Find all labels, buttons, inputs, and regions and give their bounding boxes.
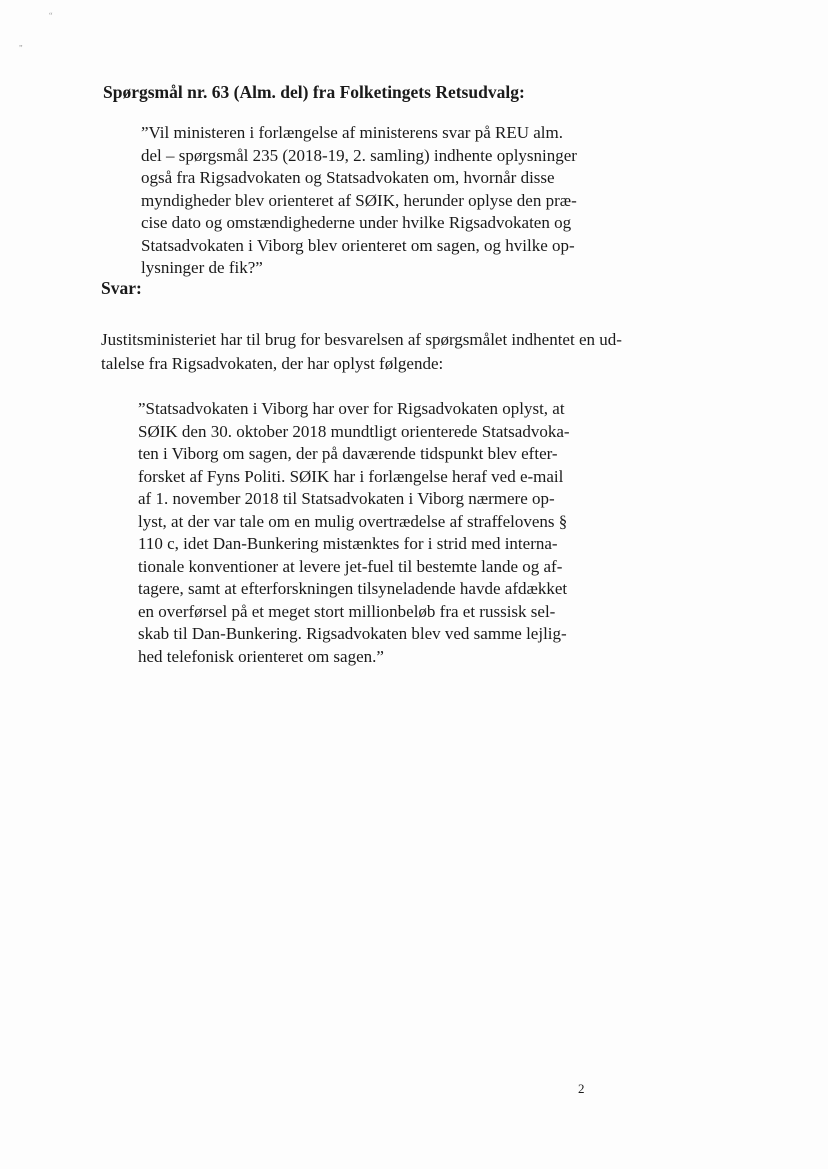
page-number: 2 [578, 1081, 585, 1096]
answer-quote-line: ten i Viborg om sagen, der på daværende tidspunkt blev efter- [138, 444, 558, 463]
question-line: Statsadvokaten i Viborg blev orienteret om sagen, og hvilke op- [141, 235, 575, 255]
answer-quote-line: SØIK den 30. oktober 2018 mundtligt orienterede Statsadvoka- [138, 421, 570, 441]
answer-quote-line: lyst, at der var tale om en mulig overtrædelse af straffelovens § [138, 511, 568, 531]
answer-quote-line: tagere, samt at efterforskningen tilsyneladende havde afdækket [138, 579, 568, 598]
answer-quote-line: af 1. november 2018 til Statsadvokaten i Viborg nærmere op- [138, 489, 555, 508]
question-line: cise dato og omstændighederne under hvilke Rigsadvokaten og [141, 213, 572, 232]
answer-quote [138, 398, 570, 668]
answer-intro-line: Justitsministeriet har til brug for besvarelsen af spørgsmålet indhentet en ud- [101, 330, 622, 349]
answer-quote-line: tionale konventioner at levere jet-fuel til bestemte lande og af- [138, 556, 563, 576]
question-line: også fra Rigsadvokaten og Statsadvokaten om, hvornår disse [141, 168, 555, 187]
question-line: ”Vil ministeren i forlængelse af ministerens svar på REU alm. [141, 123, 563, 142]
answer-quote-line: hed telefonisk orienteret om sagen.” [138, 646, 384, 666]
question-line: myndigheder blev orienteret af SØIK, herunder oplyse den præ- [141, 190, 577, 210]
answer-quote-line: forsket af Fyns Politi. SØIK har i forlængelse heraf ved e-mail [138, 466, 564, 486]
question-line: lysninger de fik?” [141, 258, 263, 277]
scan-mark: “ [49, 11, 53, 20]
answer-quote-line: skab til Dan-Bunkering. Rigsadvokaten blev ved samme lejlig- [138, 624, 567, 643]
answer-heading: Svar: [101, 278, 142, 298]
answer-intro [101, 328, 622, 376]
answer-quote-line: ”Statsadvokaten i Viborg har over for Rigsadvokaten oplyst, at [138, 399, 565, 418]
scan-mark: „ [19, 39, 23, 48]
question-line: del – spørgsmål 235 (2018-19, 2. samling) indhente oplysninger [141, 145, 577, 165]
answer-quote-line: 110 c, idet Dan-Bunkering mistænktes for i strid med interna- [138, 534, 558, 553]
question-quote [141, 122, 577, 280]
answer-intro-line: talelse fra Rigsadvokaten, der har oplyst følgende: [101, 354, 444, 373]
question-heading: Spørgsmål nr. 63 (Alm. del) fra Folketingets Retsudvalg: [103, 82, 525, 102]
answer-quote-line: en overførsel på et meget stort millionbeløb fra et russisk sel- [138, 601, 556, 621]
